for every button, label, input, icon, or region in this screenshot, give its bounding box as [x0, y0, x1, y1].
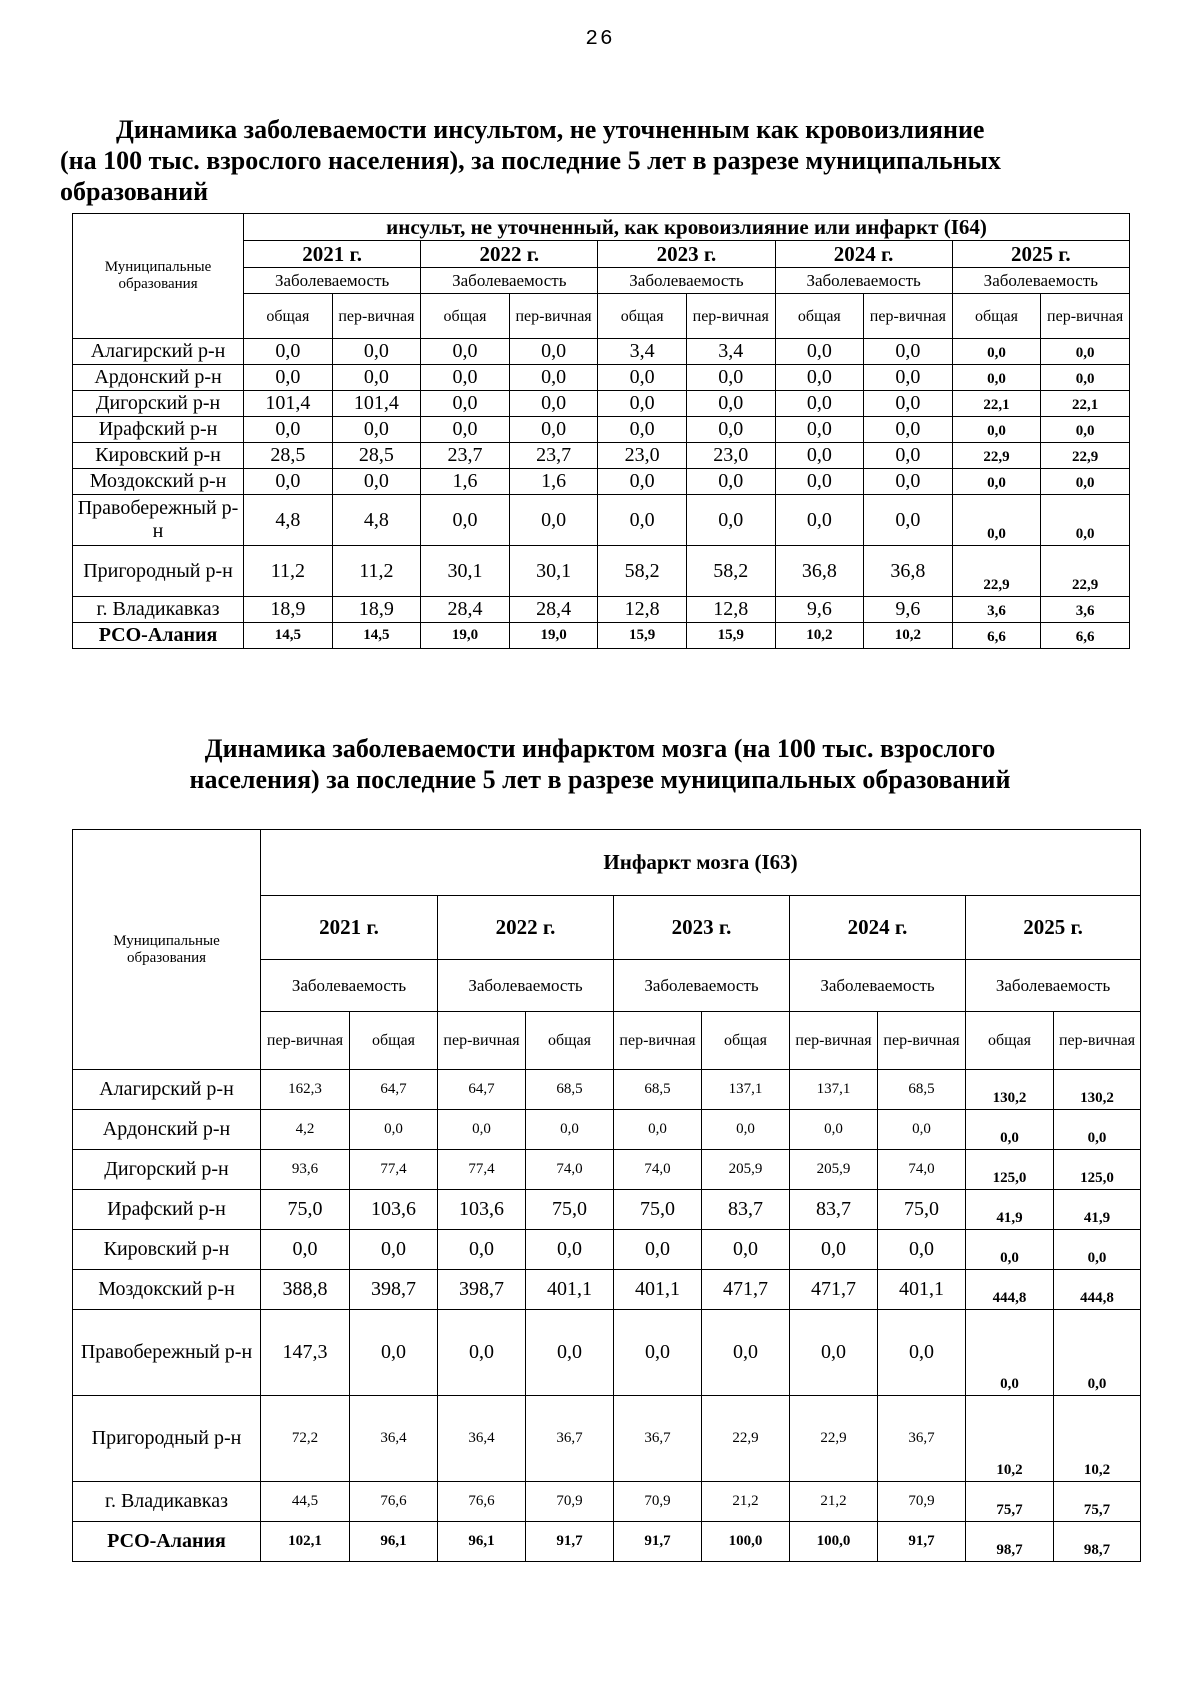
- table-cell: 205,9: [702, 1150, 790, 1190]
- table-cell: 76,6: [438, 1482, 526, 1522]
- table-cell: 11,2: [332, 546, 421, 597]
- incidence-kind-header: общая: [598, 294, 687, 339]
- table-cell: 0,0: [598, 469, 687, 495]
- table-cell: 0,0: [614, 1230, 702, 1270]
- table-cell: 205,9: [790, 1150, 878, 1190]
- table-cell: 444,8: [966, 1270, 1054, 1310]
- table-cell: 0,0: [526, 1230, 614, 1270]
- table-cell: 30,1: [509, 546, 598, 597]
- table-cell: 0,0: [244, 417, 333, 443]
- table-cell: 10,2: [966, 1396, 1054, 1482]
- table-row: [73, 391, 1130, 417]
- table-row: [73, 365, 1130, 391]
- table-cell: 0,0: [878, 1230, 966, 1270]
- table-row: [73, 469, 1130, 495]
- incidence-kind-header: общая: [952, 294, 1041, 339]
- table-cell: 36,7: [526, 1396, 614, 1482]
- table-cell: 444,8: [1054, 1270, 1141, 1310]
- incidence-kind-header: общая: [702, 1012, 790, 1070]
- table-cell: 68,5: [878, 1070, 966, 1110]
- table-cell: 0,0: [526, 1110, 614, 1150]
- table-cell: 0,0: [614, 1110, 702, 1150]
- table-cell: 75,0: [878, 1190, 966, 1230]
- table-row: [73, 1396, 1141, 1482]
- table-cell: 0,0: [1041, 469, 1130, 495]
- cerebral-infarction-table: [72, 829, 1141, 1562]
- year-header: 2023 г.: [598, 241, 775, 268]
- year-header: 2024 г.: [775, 241, 952, 268]
- table-cell: 0,0: [775, 365, 864, 391]
- table-cell: 0,0: [1041, 339, 1130, 365]
- table-cell: 0,0: [598, 417, 687, 443]
- incidence-kind-header: общая: [526, 1012, 614, 1070]
- table-row: [73, 1522, 1141, 1562]
- table-cell: 398,7: [350, 1270, 438, 1310]
- header-row: [73, 214, 1130, 241]
- table-cell: 22,9: [702, 1396, 790, 1482]
- table-row: [73, 1482, 1141, 1522]
- table-cell: 0,0: [864, 391, 953, 417]
- municipality-header: Муниципальные образования: [73, 830, 261, 1070]
- year-header: 2025 г.: [952, 241, 1129, 268]
- table-cell: 0,0: [438, 1110, 526, 1150]
- table-cell: 0,0: [952, 339, 1041, 365]
- table-cell: 0,0: [702, 1310, 790, 1396]
- table-cell: 75,0: [261, 1190, 350, 1230]
- incidence-header: Заболеваемость: [421, 268, 598, 294]
- table-cell: 96,1: [350, 1522, 438, 1562]
- table-row: [73, 1270, 1141, 1310]
- table-cell: 83,7: [702, 1190, 790, 1230]
- table-cell: 0,0: [686, 495, 775, 546]
- table-cell: 0,0: [421, 365, 510, 391]
- table-cell: 0,0: [775, 339, 864, 365]
- table1-title-line: (на 100 тыс. взрослого населения), за последние 5 лет в разрезе муниципальных: [60, 146, 1001, 175]
- table-cell: 125,0: [1054, 1150, 1141, 1190]
- table-cell: 75,0: [526, 1190, 614, 1230]
- table-cell: 23,7: [509, 443, 598, 469]
- table-cell: 0,0: [509, 391, 598, 417]
- table-cell: 28,4: [509, 597, 598, 623]
- table-cell: 74,0: [878, 1150, 966, 1190]
- table-cell: 22,1: [1041, 391, 1130, 417]
- table-cell: 1,6: [421, 469, 510, 495]
- incidence-header: Заболеваемость: [775, 268, 952, 294]
- table-cell: 3,6: [1041, 597, 1130, 623]
- table-cell: 0,0: [350, 1230, 438, 1270]
- table-cell: 0,0: [421, 339, 510, 365]
- table-cell: 58,2: [598, 546, 687, 597]
- table-row: [73, 1110, 1141, 1150]
- table-cell: 0,0: [332, 339, 421, 365]
- table-cell: 0,0: [790, 1110, 878, 1150]
- table-cell: 0,0: [966, 1110, 1054, 1150]
- table-cell: 100,0: [790, 1522, 878, 1562]
- table-row: [73, 417, 1130, 443]
- table-cell: 36,7: [878, 1396, 966, 1482]
- table-cell: 70,9: [878, 1482, 966, 1522]
- table-cell: 0,0: [775, 391, 864, 417]
- table-cell: 0,0: [864, 469, 953, 495]
- table-cell: 130,2: [1054, 1070, 1141, 1110]
- municipality-name: Дигорский р-н: [73, 1150, 261, 1190]
- table-cell: 125,0: [966, 1150, 1054, 1190]
- table-cell: 22,9: [1041, 546, 1130, 597]
- table-row: [73, 1150, 1141, 1190]
- municipality-header: Муниципальные образования: [73, 214, 244, 339]
- table-cell: 0,0: [686, 417, 775, 443]
- table-cell: 0,0: [952, 417, 1041, 443]
- incidence-kind-header: общая: [966, 1012, 1054, 1070]
- municipality-name: Алагирский р-н: [73, 339, 244, 365]
- table-cell: 36,4: [350, 1396, 438, 1482]
- year-header: 2021 г.: [244, 241, 421, 268]
- incidence-kind-header: пер-вичная: [332, 294, 421, 339]
- table-cell: 98,7: [1054, 1522, 1141, 1562]
- table-cell: 0,0: [509, 417, 598, 443]
- table-row: [73, 1310, 1141, 1396]
- municipality-name: Моздокский р-н: [73, 1270, 261, 1310]
- table-cell: 0,0: [1041, 495, 1130, 546]
- table-cell: 22,9: [1041, 443, 1130, 469]
- incidence-kind-header: общая: [244, 294, 333, 339]
- table-cell: 23,0: [686, 443, 775, 469]
- table-cell: 70,9: [526, 1482, 614, 1522]
- table-cell: 0,0: [966, 1230, 1054, 1270]
- table-cell: 23,7: [421, 443, 510, 469]
- table-cell: 101,4: [244, 391, 333, 417]
- table-cell: 3,6: [952, 597, 1041, 623]
- table-cell: 98,7: [966, 1522, 1054, 1562]
- table-cell: 147,3: [261, 1310, 350, 1396]
- table-cell: 22,9: [952, 443, 1041, 469]
- table-cell: 28,4: [421, 597, 510, 623]
- disease-group-header: инсульт, не уточненный, как кровоизлияние или инфаркт (I64): [244, 214, 1130, 241]
- table-row: [73, 495, 1130, 546]
- incidence-header: Заболеваемость: [966, 960, 1141, 1012]
- table-cell: 9,6: [775, 597, 864, 623]
- table-cell: 0,0: [790, 1310, 878, 1396]
- table-cell: 4,8: [244, 495, 333, 546]
- table-cell: 0,0: [332, 417, 421, 443]
- table-cell: 0,0: [686, 469, 775, 495]
- table-row: [73, 1070, 1141, 1110]
- table-cell: 70,9: [614, 1482, 702, 1522]
- table-cell: 401,1: [614, 1270, 702, 1310]
- table-cell: 36,8: [864, 546, 953, 597]
- table-cell: 74,0: [526, 1150, 614, 1190]
- table-cell: 0,0: [421, 391, 510, 417]
- table-cell: 75,7: [966, 1482, 1054, 1522]
- table-cell: 41,9: [966, 1190, 1054, 1230]
- incidence-kind-header: пер-вичная: [1054, 1012, 1141, 1070]
- table-cell: 0,0: [261, 1230, 350, 1270]
- incidence-kind-header: общая: [350, 1012, 438, 1070]
- table-cell: 76,6: [350, 1482, 438, 1522]
- table-cell: 0,0: [775, 417, 864, 443]
- incidence-header: Заболеваемость: [244, 268, 421, 294]
- table-cell: 0,0: [421, 495, 510, 546]
- table-cell: 0,0: [864, 339, 953, 365]
- table-cell: 22,9: [790, 1396, 878, 1482]
- table-row: [73, 339, 1130, 365]
- municipality-name: Кировский р-н: [73, 1230, 261, 1270]
- table-cell: 91,7: [878, 1522, 966, 1562]
- table-cell: 74,0: [614, 1150, 702, 1190]
- disease-group-header: Инфаркт мозга (I63): [261, 830, 1141, 896]
- table-cell: 12,8: [598, 597, 687, 623]
- table-cell: 0,0: [864, 417, 953, 443]
- table-cell: 0,0: [775, 469, 864, 495]
- table-cell: 0,0: [598, 495, 687, 546]
- incidence-kind-header: пер-вичная: [864, 294, 953, 339]
- municipality-name: Моздокский р-н: [73, 469, 244, 495]
- table-cell: 0,0: [438, 1230, 526, 1270]
- table-cell: 91,7: [614, 1522, 702, 1562]
- municipality-name: Ардонский р-н: [73, 1110, 261, 1150]
- table-cell: 6,6: [952, 623, 1041, 649]
- incidence-kind-header: общая: [775, 294, 864, 339]
- table-cell: 21,2: [702, 1482, 790, 1522]
- municipality-name: РСО-Алания: [73, 1522, 261, 1562]
- table-cell: 9,6: [864, 597, 953, 623]
- table-cell: 22,1: [952, 391, 1041, 417]
- table-cell: 0,0: [952, 495, 1041, 546]
- table-cell: 0,0: [1041, 365, 1130, 391]
- table-cell: 64,7: [350, 1070, 438, 1110]
- table-cell: 0,0: [702, 1110, 790, 1150]
- table2-title: [60, 733, 1140, 795]
- table-cell: 0,0: [878, 1310, 966, 1396]
- table-cell: 0,0: [686, 391, 775, 417]
- table-cell: 0,0: [509, 365, 598, 391]
- table-cell: 103,6: [350, 1190, 438, 1230]
- header-row: [73, 830, 1141, 896]
- table-cell: 0,0: [1054, 1110, 1141, 1150]
- table-cell: 0,0: [702, 1230, 790, 1270]
- table-cell: 0,0: [1054, 1230, 1141, 1270]
- year-header: 2024 г.: [790, 896, 966, 960]
- table-cell: 68,5: [526, 1070, 614, 1110]
- municipality-name: Пригородный р-н: [73, 1396, 261, 1482]
- table-row: [73, 623, 1130, 649]
- year-header: 2021 г.: [261, 896, 438, 960]
- year-header: 2022 г.: [421, 241, 598, 268]
- table-cell: 0,0: [952, 469, 1041, 495]
- table-cell: 471,7: [702, 1270, 790, 1310]
- municipality-name: РСО-Алания: [73, 623, 244, 649]
- table-cell: 0,0: [864, 443, 953, 469]
- table-cell: 0,0: [438, 1310, 526, 1396]
- table-cell: 0,0: [421, 417, 510, 443]
- table-cell: 101,4: [332, 391, 421, 417]
- table-cell: 0,0: [332, 365, 421, 391]
- table-cell: 77,4: [438, 1150, 526, 1190]
- table-cell: 10,2: [1054, 1396, 1141, 1482]
- incidence-kind-header: пер-вичная: [261, 1012, 350, 1070]
- municipality-name: Правобережный р-н: [73, 1310, 261, 1396]
- table-cell: 75,7: [1054, 1482, 1141, 1522]
- incidence-header: Заболеваемость: [261, 960, 438, 1012]
- incidence-header: Заболеваемость: [790, 960, 966, 1012]
- incidence-kind-header: пер-вичная: [509, 294, 598, 339]
- stroke-unspecified-table: [72, 213, 1130, 649]
- table-cell: 21,2: [790, 1482, 878, 1522]
- table-cell: 137,1: [790, 1070, 878, 1110]
- table-cell: 471,7: [790, 1270, 878, 1310]
- table-cell: 3,4: [686, 339, 775, 365]
- table-cell: 0,0: [864, 365, 953, 391]
- table-cell: 0,0: [1041, 417, 1130, 443]
- table-cell: 4,8: [332, 495, 421, 546]
- municipality-name: Правобережный р-н: [73, 495, 244, 546]
- table-cell: 100,0: [702, 1522, 790, 1562]
- table-cell: 102,1: [261, 1522, 350, 1562]
- incidence-header: Заболеваемость: [614, 960, 790, 1012]
- table-cell: 401,1: [526, 1270, 614, 1310]
- table-cell: 75,0: [614, 1190, 702, 1230]
- table-cell: 0,0: [775, 495, 864, 546]
- table-cell: 22,9: [952, 546, 1041, 597]
- table-cell: 0,0: [864, 495, 953, 546]
- year-header: 2025 г.: [966, 896, 1141, 960]
- table-cell: 10,2: [864, 623, 953, 649]
- municipality-name: Кировский р-н: [73, 443, 244, 469]
- table-cell: 15,9: [598, 623, 687, 649]
- incidence-header: Заболеваемость: [438, 960, 614, 1012]
- table-cell: 0,0: [350, 1310, 438, 1396]
- table1-title-line: образований: [60, 177, 209, 206]
- table-cell: 103,6: [438, 1190, 526, 1230]
- municipality-name: Ардонский р-н: [73, 365, 244, 391]
- table-cell: 15,9: [686, 623, 775, 649]
- incidence-kind-header: пер-вичная: [878, 1012, 966, 1070]
- table-row: [73, 597, 1130, 623]
- incidence-header: Заболеваемость: [598, 268, 775, 294]
- table-cell: 0,0: [878, 1110, 966, 1150]
- table-cell: 23,0: [598, 443, 687, 469]
- table-cell: 58,2: [686, 546, 775, 597]
- table-row: [73, 546, 1130, 597]
- table-cell: 91,7: [526, 1522, 614, 1562]
- table-cell: 0,0: [614, 1310, 702, 1396]
- table-cell: 0,0: [790, 1230, 878, 1270]
- table-cell: 0,0: [350, 1110, 438, 1150]
- municipality-name: Пригородный р-н: [73, 546, 244, 597]
- municipality-name: Ирафский р-н: [73, 417, 244, 443]
- table-cell: 0,0: [775, 443, 864, 469]
- table-cell: 0,0: [598, 391, 687, 417]
- table-cell: 41,9: [1054, 1190, 1141, 1230]
- table-cell: 1,6: [509, 469, 598, 495]
- table-cell: 44,5: [261, 1482, 350, 1522]
- table-cell: 96,1: [438, 1522, 526, 1562]
- table-cell: 401,1: [878, 1270, 966, 1310]
- incidence-kind-header: пер-вичная: [790, 1012, 878, 1070]
- table-cell: 19,0: [509, 623, 598, 649]
- table-cell: 0,0: [526, 1310, 614, 1396]
- incidence-kind-header: пер-вичная: [614, 1012, 702, 1070]
- table-cell: 19,0: [421, 623, 510, 649]
- municipality-name: Алагирский р-н: [73, 1070, 261, 1110]
- table-cell: 388,8: [261, 1270, 350, 1310]
- municipality-name: г. Владикавказ: [73, 1482, 261, 1522]
- table-row: [73, 1230, 1141, 1270]
- table-cell: 14,5: [332, 623, 421, 649]
- table1-title: [60, 114, 1110, 207]
- table-cell: 3,4: [598, 339, 687, 365]
- table-cell: 0,0: [509, 495, 598, 546]
- table-cell: 137,1: [702, 1070, 790, 1110]
- table-cell: 68,5: [614, 1070, 702, 1110]
- table-cell: 72,2: [261, 1396, 350, 1482]
- table-row: [73, 1190, 1141, 1230]
- table-cell: 0,0: [1054, 1310, 1141, 1396]
- incidence-kind-header: пер-вичная: [1041, 294, 1130, 339]
- table-cell: 162,3: [261, 1070, 350, 1110]
- table-cell: 398,7: [438, 1270, 526, 1310]
- table-cell: 14,5: [244, 623, 333, 649]
- table-cell: 0,0: [244, 365, 333, 391]
- table-cell: 10,2: [775, 623, 864, 649]
- table-cell: 0,0: [244, 339, 333, 365]
- table-cell: 0,0: [966, 1310, 1054, 1396]
- table-cell: 0,0: [686, 365, 775, 391]
- table-cell: 0,0: [952, 365, 1041, 391]
- table-cell: 36,8: [775, 546, 864, 597]
- municipality-name: г. Владикавказ: [73, 597, 244, 623]
- table-cell: 64,7: [438, 1070, 526, 1110]
- incidence-header: Заболеваемость: [952, 268, 1129, 294]
- table-cell: 0,0: [598, 365, 687, 391]
- table-cell: 36,4: [438, 1396, 526, 1482]
- table-cell: 30,1: [421, 546, 510, 597]
- table-cell: 4,2: [261, 1110, 350, 1150]
- municipality-name: Ирафский р-н: [73, 1190, 261, 1230]
- table2-title-line: населения) за последние 5 лет в разрезе муниципальных образований: [189, 765, 1011, 794]
- table-cell: 93,6: [261, 1150, 350, 1190]
- municipality-name: Дигорский р-н: [73, 391, 244, 417]
- table-cell: 83,7: [790, 1190, 878, 1230]
- table-cell: 18,9: [244, 597, 333, 623]
- table-cell: 28,5: [332, 443, 421, 469]
- table-cell: 28,5: [244, 443, 333, 469]
- year-header: 2023 г.: [614, 896, 790, 960]
- table2-title-line: Динамика заболеваемости инфарктом мозга (на 100 тыс. взрослого: [204, 734, 996, 763]
- page-number: 26: [585, 28, 615, 51]
- table-cell: 0,0: [332, 469, 421, 495]
- table-cell: 0,0: [509, 339, 598, 365]
- table-cell: 12,8: [686, 597, 775, 623]
- table-row: [73, 443, 1130, 469]
- table1-title-line: Динамика заболеваемости инсультом, не уточненным как кровоизлияние: [116, 115, 985, 144]
- year-header: 2022 г.: [438, 896, 614, 960]
- table-cell: 18,9: [332, 597, 421, 623]
- incidence-kind-header: пер-вичная: [438, 1012, 526, 1070]
- table-cell: 36,7: [614, 1396, 702, 1482]
- incidence-kind-header: общая: [421, 294, 510, 339]
- table-cell: 0,0: [244, 469, 333, 495]
- table-cell: 77,4: [350, 1150, 438, 1190]
- table-cell: 11,2: [244, 546, 333, 597]
- table-cell: 6,6: [1041, 623, 1130, 649]
- incidence-kind-header: пер-вичная: [686, 294, 775, 339]
- table-cell: 130,2: [966, 1070, 1054, 1110]
